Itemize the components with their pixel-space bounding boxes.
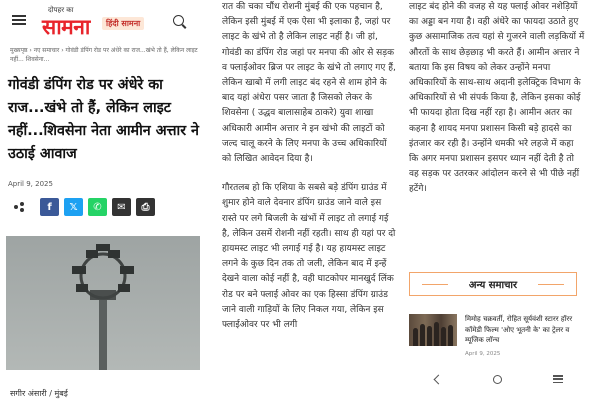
high-mast-light-illustration [6,236,200,370]
hindi-saamana-tag[interactable]: हिंदी सामना [102,17,144,30]
related-news-heading [409,272,577,296]
article-paragraph: लाइट बंद होने की वजह से यह फ्लाई ओवर नशेड़ियों का अड्डा बन गया है। वही अंधेरे का फायदा उठाते हुए कुछ असामाजिक तत्व यहां से गुजरने वाली लड़कियों में औरतों के साथ छेड़छाड़ भी करते हैं। आमीन अत्तार ने बताया कि इस विषय को लेकर उन्होंने मनपा अधिकारियों के साथ-साथ अदानी इलेक्ट्रिक विभाग के अधिकारियों से भी संपर्क किया है, लेकिन इसका कोई भी फायदा होता दिख नहीं रहा है। आमीन अतर का कहना है शायद मनपा प्रशासन किसी बड़े हादसे का इंतजार कर रही है। उन्होंने धमकी भरे लहजे में कहा कि अगर मनपा प्रशासन इसपर ध्यान नहीं देती है तो वह सड़क पर उतरकर आंदोलन करने से भी पीछे नहीं हटेंगे। [409,2,585,195]
share-bar [6,198,212,216]
home-nav-icon[interactable] [493,375,502,384]
recent-apps-icon[interactable] [553,375,563,383]
logo-small-text: दोपहर का [48,6,74,14]
article-body-column-3 [409,0,585,198]
related-news-item[interactable] [409,314,589,356]
whatsapp-icon[interactable]: ✆ [88,198,107,216]
article-title: गोवंडी डंपिंग रोड पर अंधेरे का राज...खंभे तो हैं, लेकिन लाइट नहीं...शिवसेना नेता आमीन अत्तार ने उठाई आवाज [8,77,199,162]
twitter-icon[interactable]: 𝕏 [64,198,83,216]
article-column [6,0,212,400]
news-thumbnail[interactable] [409,314,457,346]
share-icon[interactable] [14,202,24,212]
byline: सगीर अंसारी / मुंबई [10,389,68,398]
article-date: April 9, 2025 [8,180,53,188]
facebook-icon[interactable]: f [40,198,59,216]
back-nav-icon[interactable] [433,374,443,384]
news-title[interactable]: मिमोह चक्रवर्ती, रोहित सूर्यवंशी स्टारर हॉरर कॉमेडी फिल्म 'ओए भूतनी के' का ट्रेलर व म्यूजिक लॉन्च [465,315,573,344]
email-icon[interactable]: ✉ [112,198,131,216]
related-news-heading-text: अन्य समाचार [468,280,518,291]
search-icon[interactable] [173,15,184,26]
news-date: April 9, 2025 [465,351,501,357]
article-paragraph: गौरतलब हो कि एशिया के सबसे बड़े डंपिंग ग्राउंड में शुमार होने वाले देवनार डंपिंग ग्राउंड जाने वाले इस रास्ते पर लगे बिजली के खंभों में लाइट तो लगाई गई है, लेकिन उसमें रोशनी नहीं रहती। साथ ही यहां पर दो हायमस्ट लाइट भी लगाई गई है। यह हायमस्ट लाइट लगने के कुछ दिन तक तो जली, लेकिन बाद में इन्हें देखने वाला कोई नहीं है, वही घाटकोपर मानखुर्द लिंक रोड पर बने फ्लाई ओवर का एक हिस्सा डंपिंग ग्राउंड जाने वाली गाड़ियों के लिए निकल गया, लेकिन इस फ्लाईओवर पर भी लगी [222,183,396,331]
logo-main-text: सामना [42,15,90,39]
article-paragraph: रात की चका चौंध रोशनी मुंबई की एक पहचान है, लेकिन इसी मुंबई में एक ऐसा भी इलाका है, जहां पर लाइट के खंभे तो है लेकिन लाइट नहीं है। जी हां, गोवंडी का डंपिंग रोड जहां पर मनपा की ओर से सड़क व फ्लाईओवर ब्रिज पर लाइट के खंभे तो लगाए गए हैं, लेकिन खाबो में लगी लाइट बंद रहने से शाम होने के बाद यहां अंधेरा पसर जाता है जिसको लेकर के शिवसेना ( उद्धव बालासाहेब ठाकरे) युवा शाखा अधिकारी आमीन अत्तार ने इन खंभो की लाइटों को जल्द चालू करने के लिए मनपा के उच्च अधिकारियों को लिखित आवेदन दिया है। [222,2,396,165]
article-photo [6,236,200,370]
article-body-column-2 [222,0,397,333]
android-nav-bar [409,366,589,392]
top-bar [6,0,212,40]
hamburger-icon[interactable] [12,15,26,25]
print-icon[interactable]: ⎙ [136,198,155,216]
breadcrumb[interactable]: मुख्यपृष्ठ › नए समाचार › गोवंडी डंपिंग रोड पर अंधेरे का राज...खंभे तो हैं, लेकिन लाइट नहीं... शिवसेना... [10,47,198,63]
